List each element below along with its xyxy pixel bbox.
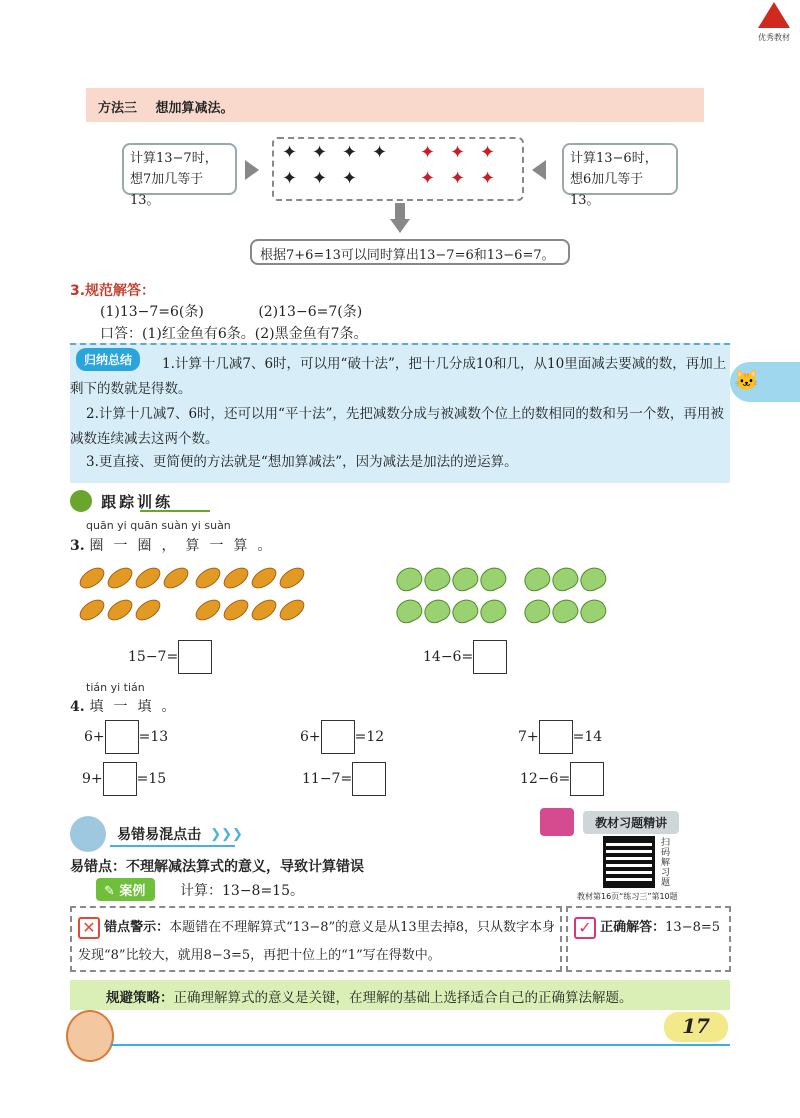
fill-pre: 9+	[82, 771, 103, 787]
red-fish-icon: ✦	[480, 142, 496, 163]
case-text: 计算：13−8=15。	[180, 883, 304, 899]
case-label: 案例	[119, 884, 146, 899]
cabbage-equation	[423, 640, 507, 674]
q3-pinyin: quān yi quān suàn yi suàn	[86, 519, 231, 532]
answer-box[interactable]	[570, 762, 604, 796]
summary-point-1: 1.计算十几减7、6时，可以用“破十法”，把十几分成10和几，从10里面减去要减的数，再加上剩下的数就是得数。	[70, 356, 727, 397]
black-fish-icon: ✦	[372, 142, 388, 163]
corn-equation-text: 15−7=	[128, 649, 179, 665]
corn-equation	[128, 640, 212, 674]
leaf-icon	[70, 490, 92, 512]
corn-icon	[132, 595, 164, 624]
answer-title: 3.规范解答：	[70, 283, 156, 299]
q3-number: 3.	[70, 538, 85, 554]
qr-label: 教材习题精讲	[583, 811, 679, 834]
cabbage-icon	[521, 596, 554, 627]
fill-item	[518, 720, 602, 754]
answer-box[interactable]	[103, 762, 137, 796]
fill-pre: 12−6=	[520, 771, 571, 787]
mascot-character-icon	[66, 1010, 114, 1062]
arrow-left-icon	[532, 160, 546, 180]
red-fish-icon: ✦	[450, 168, 466, 189]
cabbage-icon	[393, 596, 426, 627]
cabbage-icon	[393, 564, 426, 595]
red-fish-icon: ✦	[420, 168, 436, 189]
corn-icon	[132, 563, 164, 592]
logo-text: 优秀教材	[758, 33, 790, 42]
corn-icon	[220, 563, 252, 592]
fill-pre: 11−7=	[302, 771, 353, 787]
question-4	[70, 696, 186, 716]
black-fish-icon: ✦	[312, 168, 328, 189]
corn-icon	[76, 595, 108, 624]
fill-item	[302, 762, 386, 796]
cabbage-icon	[477, 596, 510, 627]
case-tag: ✎ 案例	[96, 878, 155, 901]
publisher-logo	[752, 2, 796, 48]
corn-icon	[248, 595, 280, 624]
answer-box[interactable]	[105, 720, 139, 754]
page-number: 17	[664, 1012, 728, 1042]
corn-icon	[248, 563, 280, 592]
summary-tag: 归纳总结	[76, 348, 140, 371]
arrow-right-icon	[245, 160, 259, 180]
warning-text	[78, 914, 556, 970]
wrong-icon: ✕	[78, 917, 100, 939]
qr-caption: 教材第16页“练习三”第10题	[577, 892, 678, 901]
answer-box[interactable]	[539, 720, 573, 754]
answer-box[interactable]	[178, 640, 212, 674]
corn-icon	[104, 563, 136, 592]
corn-icon	[160, 563, 192, 592]
warning-label: 错点警示：	[104, 920, 170, 935]
corn-icon	[104, 595, 136, 624]
cabbage-icon	[577, 596, 610, 627]
red-fish-icon: ✦	[420, 142, 436, 163]
corn-icon	[192, 595, 224, 624]
cabbage-icon	[449, 596, 482, 627]
q4-number: 4.	[70, 699, 85, 715]
question-3	[70, 535, 282, 555]
corn-icon	[276, 595, 308, 624]
cabbage-icon	[421, 596, 454, 627]
black-fish-icon: ✦	[342, 168, 358, 189]
error-section-title: 易错易混点击	[117, 827, 202, 843]
error-underline	[110, 845, 235, 847]
correct-label: 正确解答：	[600, 920, 666, 935]
correct-text	[574, 914, 730, 942]
fill-item	[82, 762, 166, 796]
red-fish-icon: ✦	[450, 142, 466, 163]
summary-point-2: 2.计算十几减7、6时，还可以用“平十法”，先把减数分成与被减数个位上的数相同的数和另一个数，再用被减数连续减去这两个数。	[70, 406, 724, 447]
cabbage-icon	[549, 564, 582, 595]
mascot-face-icon: 🐱	[734, 368, 759, 392]
answer-box[interactable]	[352, 762, 386, 796]
correct-body: 13−8=5	[665, 920, 721, 935]
book-icon	[540, 808, 574, 836]
answer-1: (1)13−7=6(条)	[100, 304, 204, 320]
method-label: 方法三	[98, 101, 138, 116]
fish-group-box	[272, 137, 524, 201]
black-fish-icon: ✦	[342, 142, 358, 163]
fill-post: =14	[572, 729, 603, 745]
q3-text: 圈一圈，算一算。	[89, 538, 282, 554]
cabbage-icon	[577, 564, 610, 595]
oral-answer: 口答：(1)红金鱼有6条。(2)黑金鱼有7条。	[100, 326, 368, 342]
cabbage-icon	[477, 564, 510, 595]
summary-point-3: 3.更直接、更简便的方法就是“想加算减法”，因为减法是加法的逆运算。	[86, 454, 518, 470]
fill-item	[84, 720, 168, 754]
q4-pinyin: tián yi tián	[86, 681, 145, 694]
result-box: 根据7+6=13可以同时算出13−7=6和13−6=7。	[250, 239, 570, 265]
answer-line	[100, 301, 412, 321]
fill-pre: 7+	[518, 729, 539, 745]
fill-post: =12	[354, 729, 385, 745]
answer-box[interactable]	[321, 720, 355, 754]
red-fish-icon: ✦	[480, 168, 496, 189]
cabbage-equation-text: 14−6=	[423, 649, 474, 665]
strategy-text: 正确理解算式的意义是关键，在理解的基础上选择适合自己的正确算法解题。	[173, 990, 633, 1006]
strategy-bar	[70, 980, 730, 1010]
black-fish-icon: ✦	[282, 168, 298, 189]
cabbage-icon	[449, 564, 482, 595]
strategy-label: 规避策略：	[106, 990, 174, 1006]
black-fish-icon: ✦	[312, 142, 328, 163]
training-underline	[140, 510, 210, 512]
fill-item	[520, 762, 604, 796]
bottom-rule	[110, 1044, 730, 1046]
q4-text: 填一填。	[89, 699, 186, 715]
corn-icon	[220, 595, 252, 624]
fill-pre: 6+	[300, 729, 321, 745]
answer-2: (2)13−6=7(条)	[258, 304, 363, 320]
fill-pre: 6+	[84, 729, 105, 745]
cabbage-icon	[549, 596, 582, 627]
mascot-avatar-icon	[70, 816, 106, 852]
qr-code[interactable]	[603, 836, 655, 888]
corn-icon	[192, 563, 224, 592]
fill-item	[300, 720, 384, 754]
training-title: 跟踪训练	[101, 492, 174, 511]
corn-icon	[76, 563, 108, 592]
cabbage-icon	[521, 564, 554, 595]
fill-post: =15	[136, 771, 167, 787]
check-icon: ✓	[574, 917, 596, 939]
qr-header	[540, 808, 679, 836]
method-three-bar	[86, 88, 704, 122]
chevron-right-icon: ❯❯❯	[210, 826, 243, 842]
arrow-down-icon	[390, 203, 410, 233]
method-title: 想加算减法。	[155, 101, 234, 116]
black-fish-icon: ✦	[282, 142, 298, 163]
error-point: 易错点：不理解减法算式的意义，导致计算错误	[70, 859, 364, 875]
training-header	[70, 490, 173, 512]
cabbage-icon	[421, 564, 454, 595]
left-thought-bubble: 计算13−7时，想7加几等于13。	[122, 143, 237, 195]
fill-post: =13	[138, 729, 169, 745]
corn-icon	[276, 563, 308, 592]
qr-side-text: 扫码解习题	[661, 838, 671, 888]
warning-body: 本题错在不理解算式“13−8”的意义是从13里去掉8，只从数字本身发现“8”比较大，就用8−3=5，再把十位上的“1”写在得数中。	[78, 920, 555, 963]
answer-box[interactable]	[473, 640, 507, 674]
logo-icon	[758, 2, 790, 28]
right-thought-bubble: 计算13−6时，想6加几等于13。	[562, 143, 678, 195]
